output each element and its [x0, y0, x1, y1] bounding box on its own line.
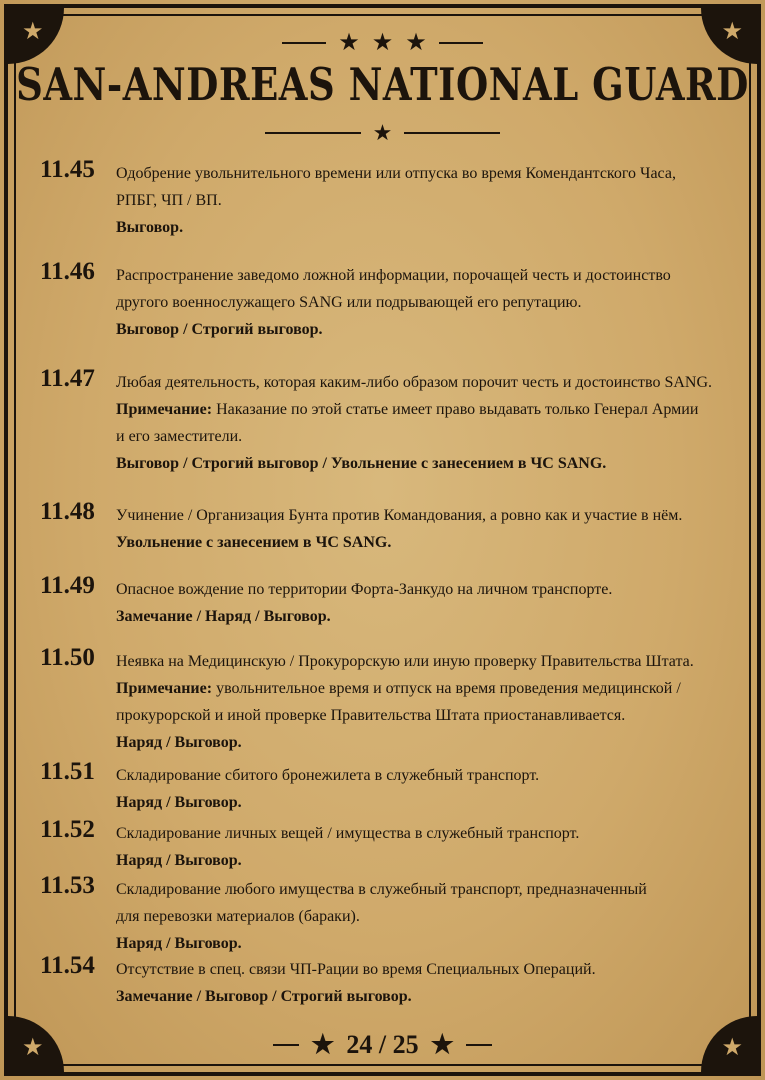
- article-body: [116, 648, 725, 756]
- note-text: и его заместители.: [116, 428, 243, 445]
- article-text: Складирование сбитого бронежилета в служебный транспорт.: [116, 767, 540, 784]
- article-text: Складирование личных вещей / имущества в служебный транспорт.: [116, 825, 580, 842]
- page-title: SAN-ANDREAS NATIONAL GUARD: [16, 57, 749, 111]
- corner-star-icon: ★: [8, 1016, 64, 1072]
- article-number: 11.53: [40, 872, 95, 899]
- article-number: 11.46: [40, 258, 95, 285]
- article-text: Учинение / Организация Бунта против Командования, а ровно как и участие в нём.: [116, 507, 683, 524]
- note-text: Наказание по этой статье имеет право выдавать только Генерал Армии: [212, 401, 699, 418]
- article-text: РПБГ, ЧП / ВП.: [116, 192, 222, 209]
- article-text: Одобрение увольнительного времени или отпуска во время Комендантского Часа,: [116, 165, 676, 182]
- page-number: 24 / 25: [346, 1030, 419, 1059]
- note-label: Примечание:: [116, 680, 213, 697]
- article-body: [116, 576, 725, 630]
- article-penalty: Выговор / Строгий выговор.: [116, 321, 323, 338]
- article-number: 11.48: [40, 498, 95, 525]
- article-body: [116, 369, 725, 477]
- note-text: прокурорской и иной проверке Правительства Штата приостанавливается.: [116, 707, 626, 724]
- article-text: Любая деятельность, которая каким-либо образом порочит честь и достоинство SANG.: [116, 374, 713, 391]
- corner-star-icon: ★: [701, 8, 757, 64]
- article-body: [116, 876, 725, 957]
- article-body: [116, 160, 725, 241]
- corner-star-icon: ★: [701, 1016, 757, 1072]
- ornament-rule: [273, 1044, 299, 1046]
- star-icon: ★: [338, 30, 360, 56]
- article-penalty: Выговор.: [116, 219, 184, 236]
- article-penalty: Выговор / Строгий выговор / Увольнение с занесением в ЧС SANG.: [116, 455, 607, 472]
- article-text: другого военнослужащего SANG или подрывающей его репутацию.: [116, 294, 582, 311]
- star-icon: ★: [311, 1030, 335, 1059]
- article-penalty: Увольнение с занесением в ЧС SANG.: [116, 534, 392, 551]
- article-text: Неявка на Медицинскую / Прокурорскую или иную проверку Правительства Штата.: [116, 653, 694, 670]
- article-penalty: Наряд / Выговор.: [116, 734, 242, 751]
- article-text: для перевозки материалов (бараки).: [116, 908, 360, 925]
- ornament-rule: [466, 1044, 492, 1046]
- note-text: увольнительное время и отпуск на время проведения медицинской /: [212, 680, 681, 697]
- article-text: Опасное вождение по территории Форта-Занкудо на личном транспорте.: [116, 581, 613, 598]
- article-text: Распространение заведомо ложной информации, порочащей честь и достоинство: [116, 267, 671, 284]
- star-icon: ★: [372, 120, 393, 145]
- article-body: [116, 820, 725, 874]
- article-number: 11.51: [40, 758, 95, 785]
- article-number: 11.45: [40, 156, 95, 183]
- article-note: [116, 675, 725, 702]
- article-number: 11.54: [40, 952, 95, 979]
- article-number: 11.49: [40, 572, 95, 599]
- article-note: [116, 396, 725, 423]
- article-body: [116, 262, 725, 343]
- article-text: Складирование любого имущества в служебный транспорт, предназначенный: [116, 881, 647, 898]
- star-icon: ★: [430, 1030, 454, 1059]
- star-icon: ★: [371, 30, 394, 56]
- article-penalty: Наряд / Выговор.: [116, 935, 242, 952]
- article-penalty: Замечание / Наряд / Выговор.: [116, 608, 331, 625]
- corner-star-icon: ★: [8, 8, 64, 64]
- page-footer: [0, 1030, 765, 1060]
- article-text: Отсутствие в спец. связи ЧП-Рации во время Специальных Операций.: [116, 961, 596, 978]
- article-body: [116, 502, 725, 556]
- article-penalty: Наряд / Выговор.: [116, 852, 242, 869]
- article-body: [116, 762, 725, 816]
- note-label: Примечание:: [116, 401, 213, 418]
- article-body: [116, 956, 725, 1010]
- article-penalty: Наряд / Выговор.: [116, 794, 242, 811]
- star-icon: ★: [405, 30, 427, 56]
- article-number: 11.50: [40, 644, 95, 671]
- article-number: 11.52: [40, 816, 95, 843]
- article-number: 11.47: [40, 365, 95, 392]
- article-penalty: Замечание / Выговор / Строгий выговор.: [116, 988, 412, 1005]
